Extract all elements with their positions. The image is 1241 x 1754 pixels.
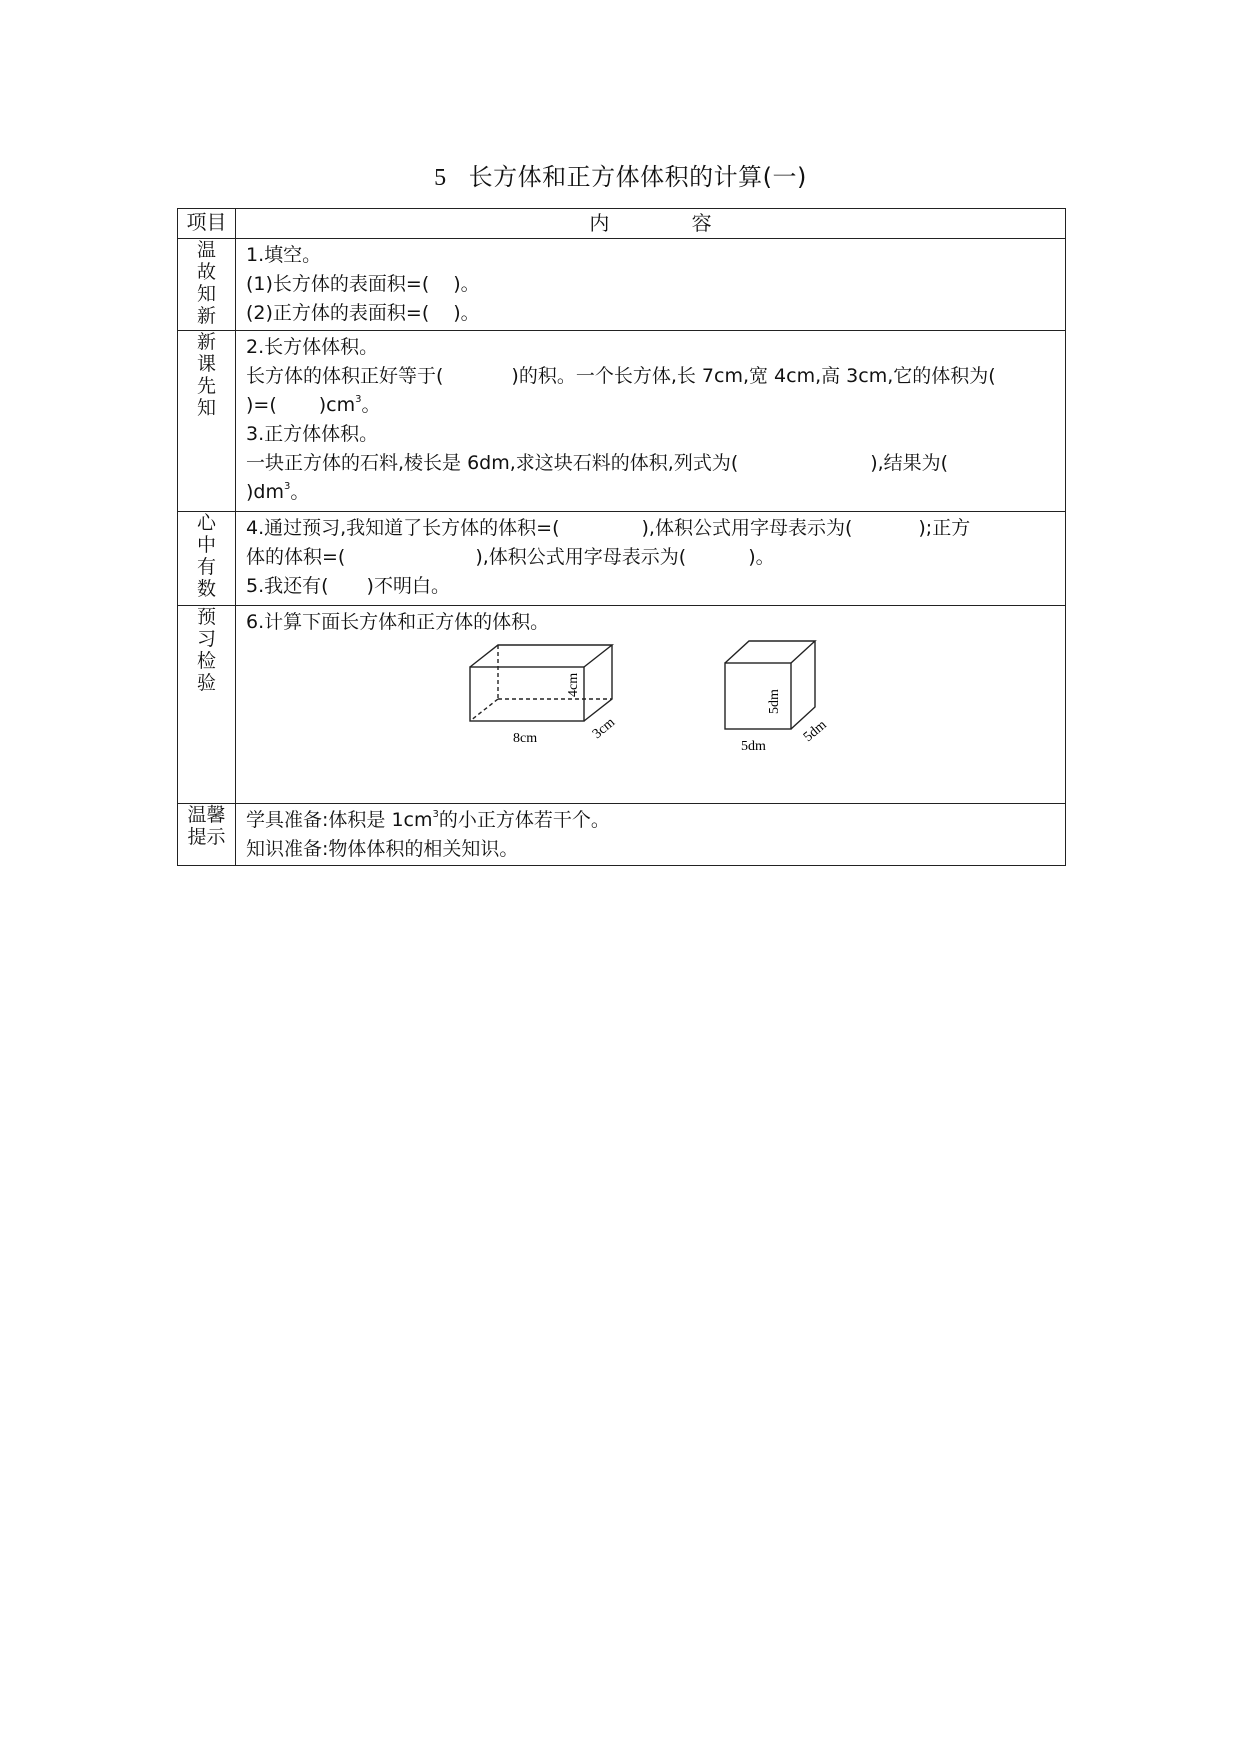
review-line-1: 1.填空。: [246, 244, 322, 266]
page-title: [0, 162, 1241, 193]
section-preview-row: [178, 331, 1066, 512]
section-tips-content: [236, 804, 1066, 866]
section-check-content: [236, 606, 1066, 804]
header-item-cell: [178, 209, 236, 239]
review-line-2: [246, 270, 1055, 299]
review-line-3: [246, 299, 1055, 328]
preview-sheet-table: [177, 208, 1066, 866]
cube-depth-edge-label: 5dm: [800, 717, 830, 746]
cube-right-face: [791, 641, 815, 729]
summary-line-3-start: 5.我还有(: [246, 575, 329, 597]
preview-line-6: [246, 478, 1055, 507]
lesson-title: 长方体和正方体体积的计算(一): [468, 163, 807, 191]
section-tips-label: 温馨提示: [187, 804, 226, 848]
cuboid-length-label: 8cm: [513, 731, 538, 746]
section-tips-label-cell: [178, 804, 236, 866]
preview-line-2: [246, 362, 1055, 391]
cube-top-face: [725, 641, 815, 663]
summary-line-1-mid: ),体积公式用字母表示为(: [641, 517, 853, 539]
tips-line-2: 知识准备:物体体积的相关知识。: [246, 838, 519, 860]
section-preview-label: 新课先知: [196, 331, 216, 419]
preview-line-3-start: )=(: [246, 394, 277, 416]
header-row: [178, 209, 1066, 239]
cube-side-edge-label: 5dm: [767, 689, 782, 714]
section-check-label: 预习检验: [196, 606, 216, 694]
section-review-label-cell: [178, 239, 236, 331]
section-tips-row: [178, 804, 1066, 866]
summary-line-3-end: )不明白。: [366, 575, 450, 597]
cuboid-width-label: 3cm: [589, 715, 619, 743]
header-item-label: 项目: [186, 210, 227, 234]
preview-line-5-end: ),结果为(: [870, 452, 949, 474]
cuboid-hidden-edges: [470, 645, 612, 721]
review-line-3-start: (2)正方体的表面积=(: [246, 302, 430, 324]
preview-line-2-start: 长方体的体积正好等于(: [246, 365, 444, 387]
summary-line-3: [246, 572, 1055, 601]
preview-line-6-start: )dm: [246, 481, 284, 503]
cube-front-edge-label: 5dm: [741, 739, 766, 754]
summary-line-1: [246, 514, 1055, 543]
summary-line-2-end: )。: [748, 546, 775, 568]
preview-line-2-end: )的积。一个长方体,长 7cm,宽 4cm,高 3cm,它的体积为(: [511, 365, 996, 387]
header-content-cell: [236, 209, 1066, 239]
cube-figure: [725, 641, 815, 729]
cuboid-top-face: [470, 645, 612, 667]
section-summary-row: [178, 512, 1066, 606]
solids-figure: [236, 637, 1066, 797]
section-preview-label-cell: [178, 331, 236, 512]
review-line-3-end: )。: [453, 302, 480, 324]
preview-line-3: [246, 391, 1055, 420]
section-review-row: [178, 239, 1066, 331]
preview-line-5-start: 一块正方体的石料,棱长是 6dm,求这块石料的体积,列式为(: [246, 452, 739, 474]
preview-line-6-sup: 3: [283, 481, 291, 492]
tips-line-1-sup: 3: [432, 809, 439, 820]
summary-line-2: [246, 543, 1055, 572]
section-preview-content: [236, 331, 1066, 512]
header-content-label: 内 容: [589, 211, 750, 235]
review-line-2-start: (1)长方体的表面积=(: [246, 273, 430, 295]
preview-line-3-sup: 3: [355, 394, 362, 405]
check-line-1: 6.计算下面长方体和正方体的体积。: [246, 611, 550, 633]
preview-line-3-end: 。: [361, 394, 381, 416]
figures-area: [236, 637, 1065, 797]
summary-line-1-end: );正方: [918, 517, 971, 539]
section-review-content: [236, 239, 1066, 331]
preview-line-3-mid: )cm: [318, 394, 356, 416]
section-review-label: 温故知新: [196, 239, 216, 327]
summary-line-2-start: 体的体积=(: [246, 546, 346, 568]
section-summary-label-cell: [178, 512, 236, 606]
cuboid-figure: [470, 645, 612, 721]
summary-line-1-start: 4.通过预习,我知道了长方体的体积=(: [246, 517, 560, 539]
section-check-row: [178, 606, 1066, 804]
tips-line-1-start: 学具准备:体积是 1cm: [246, 809, 433, 831]
review-line-2-end: )。: [453, 273, 480, 295]
preview-line-6-end: 。: [290, 481, 310, 503]
preview-line-5: [246, 449, 1055, 478]
lesson-number: 5: [434, 165, 447, 191]
preview-line-1: 2.长方体体积。: [246, 336, 379, 358]
cuboid-height-label: 4cm: [566, 672, 581, 697]
summary-line-2-mid: ),体积公式用字母表示为(: [475, 546, 687, 568]
tips-line-1: [246, 806, 1055, 835]
preview-line-4: 3.正方体体积。: [246, 423, 379, 445]
section-summary-label: 心中有数: [196, 512, 216, 600]
tips-line-1-end: 的小正方体若干个。: [438, 809, 610, 831]
section-summary-content: [236, 512, 1066, 606]
section-check-label-cell: [178, 606, 236, 804]
